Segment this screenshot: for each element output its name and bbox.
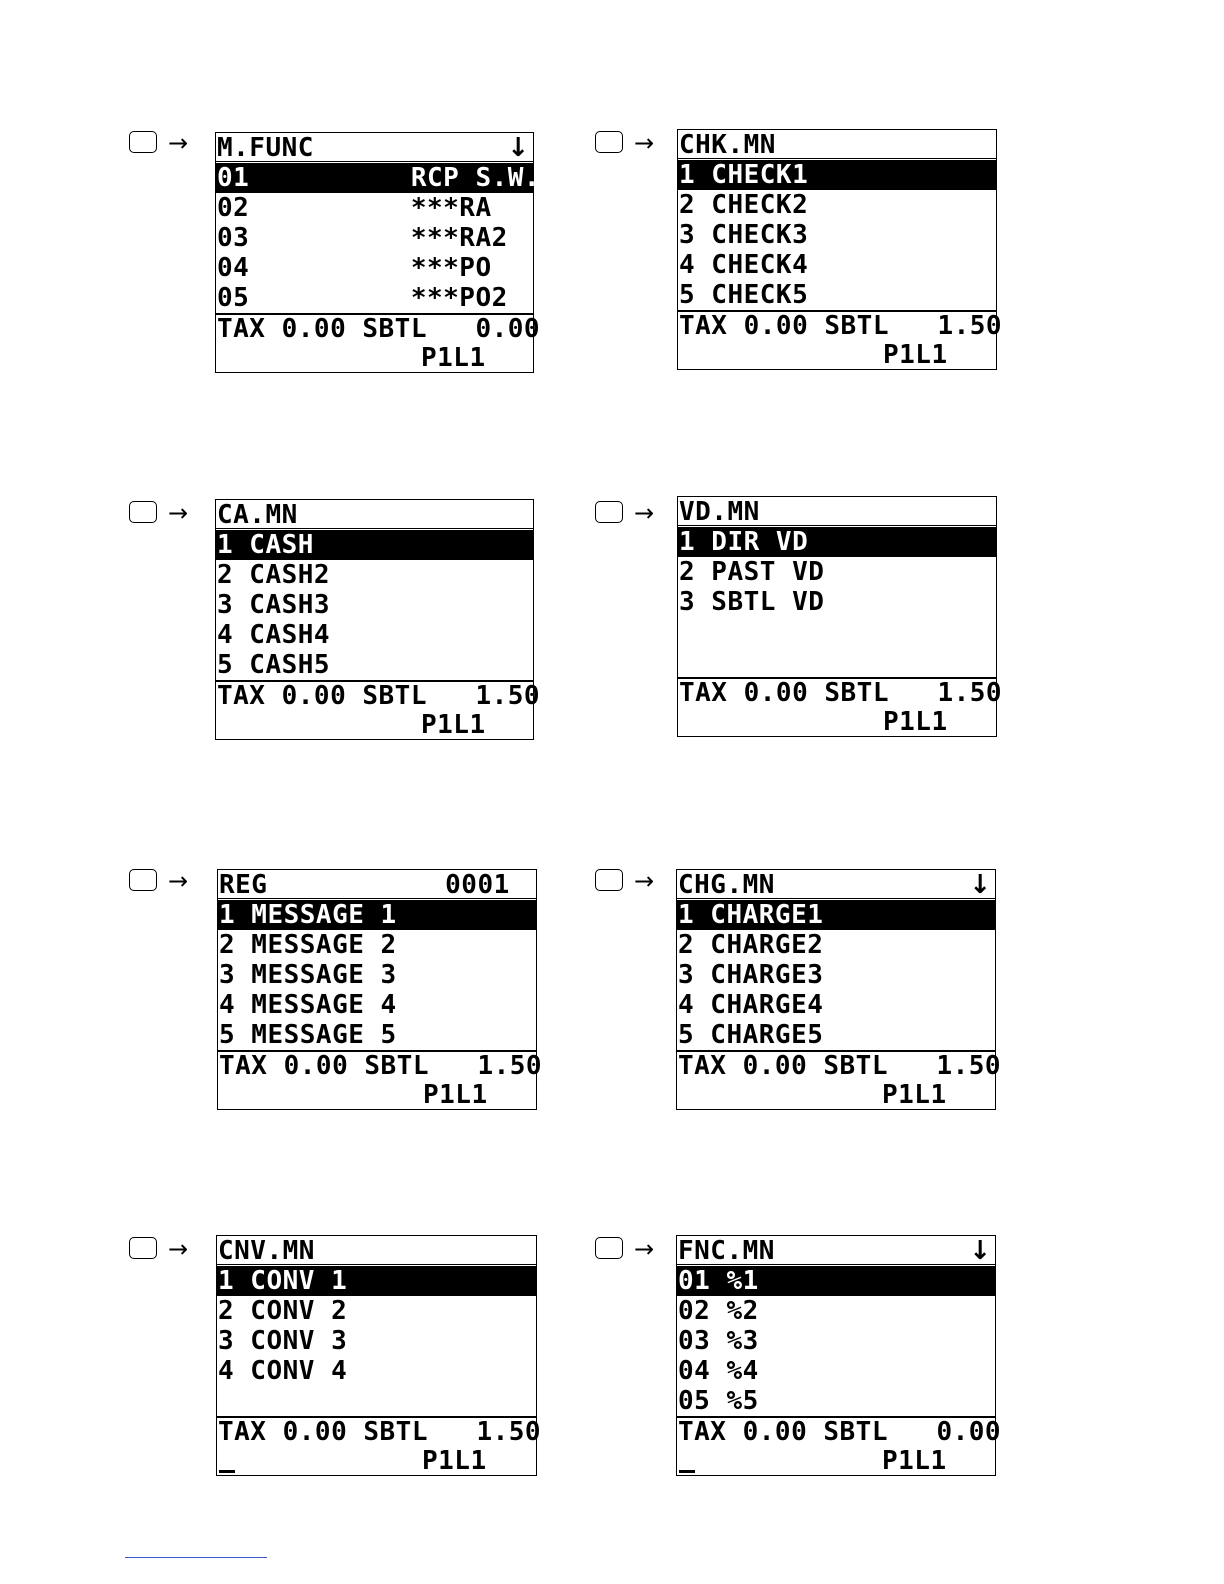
menu-item[interactable]: 3 CHARGE3 [678, 960, 824, 990]
key-box [595, 869, 623, 891]
menu-item-selected[interactable]: 1 CHECK1 [678, 160, 996, 190]
right-arrow-icon: → [634, 867, 655, 895]
text-cursor [679, 1470, 695, 1473]
menu-item[interactable]: 3 CONV 3 [218, 1326, 348, 1356]
footer-totals: TAX 0.00 SBTL 1.50 [219, 1051, 543, 1081]
menu-item[interactable]: 4 CASH4 [217, 620, 331, 650]
screen-title: VD.MN [679, 497, 760, 527]
menu-item[interactable]: 2 CONV 2 [218, 1296, 348, 1326]
footer-position: P1L1 [882, 1080, 947, 1110]
screen-title: CHK.MN [679, 130, 776, 160]
right-arrow-icon: → [168, 1235, 189, 1263]
footer-totals: TAX 0.00 SBTL 1.50 [217, 681, 541, 711]
right-arrow-icon: → [634, 129, 655, 157]
screen-title-row [677, 870, 995, 899]
right-arrow-icon: → [634, 499, 655, 527]
footer-position: P1L1 [883, 707, 948, 737]
key-box [129, 131, 157, 153]
footer-totals: TAX 0.00 SBTL 1.50 [678, 1051, 1002, 1081]
menu-item[interactable]: 04 ***PO [217, 253, 492, 283]
text-cursor [219, 1470, 235, 1473]
menu-item-selected[interactable]: 01 RCP S.W. [217, 163, 541, 193]
screen-title: CNV.MN [218, 1236, 315, 1266]
footer-position: P1L1 [422, 1446, 487, 1476]
menu-item-selected[interactable]: 1 DIR VD [678, 527, 996, 557]
screen-title: REG 0001 [219, 870, 510, 900]
display-screen-vd [677, 496, 1003, 737]
right-arrow-icon: → [168, 867, 189, 895]
footer-position: P1L1 [421, 710, 486, 740]
key-box [129, 869, 157, 891]
display-screen-ca [215, 499, 541, 740]
key-box [595, 501, 623, 523]
menu-item[interactable]: 2 CASH2 [217, 560, 331, 590]
menu-item[interactable]: 2 CHARGE2 [678, 930, 824, 960]
footer-totals: TAX 0.00 SBTL 1.50 [679, 678, 1003, 708]
menu-item[interactable]: 02 %2 [678, 1296, 759, 1326]
display-screen-cnv [216, 1235, 542, 1476]
footer-position: P1L1 [423, 1080, 488, 1110]
menu-item[interactable]: 2 MESSAGE 2 [219, 930, 397, 960]
display-screen-fnc [676, 1235, 1002, 1476]
right-arrow-icon: → [168, 129, 189, 157]
screen-title-row [218, 870, 536, 899]
screen-title: FNC.MN [678, 1236, 775, 1266]
screen-title-row [678, 130, 996, 159]
menu-item[interactable]: 05 %5 [678, 1386, 759, 1416]
display-screen-mfunc [215, 132, 541, 373]
display-screen-chk [677, 129, 1003, 370]
key-box [129, 1237, 157, 1259]
menu-item[interactable]: 5 MESSAGE 5 [219, 1020, 397, 1050]
screen-title-row [217, 1236, 536, 1265]
menu-item[interactable]: 4 CONV 4 [218, 1356, 348, 1386]
right-arrow-icon: → [634, 1235, 655, 1263]
footer-position: P1L1 [883, 340, 948, 370]
scroll-down-icon: ↓ [969, 870, 991, 900]
screen-title: CA.MN [217, 500, 298, 530]
footer-totals: TAX 0.00 SBTL 1.50 [679, 311, 1003, 341]
menu-item[interactable]: 5 CHECK5 [679, 280, 809, 310]
right-arrow-icon: → [168, 499, 189, 527]
screen-title-row [678, 497, 996, 526]
screen-title-row [677, 1236, 995, 1265]
scroll-down-icon: ↓ [969, 1236, 991, 1266]
menu-item-selected[interactable]: 1 CASH [216, 530, 533, 560]
footer-totals: TAX 0.00 SBTL 1.50 [218, 1417, 542, 1447]
menu-item[interactable]: 3 CHECK3 [679, 220, 809, 250]
menu-item[interactable]: 2 PAST VD [679, 557, 825, 587]
screen-title: CHG.MN [678, 870, 775, 900]
menu-item[interactable]: 2 CHECK2 [679, 190, 809, 220]
footer-position: P1L1 [421, 343, 486, 373]
menu-item[interactable]: 3 CASH3 [217, 590, 331, 620]
footer-totals: TAX 0.00 SBTL 0.00 [678, 1417, 1002, 1447]
menu-item[interactable]: 03 %3 [678, 1326, 759, 1356]
footer-totals: TAX 0.00 SBTL 0.00 [217, 314, 541, 344]
menu-item-selected[interactable]: 01 %1 [677, 1266, 995, 1296]
screen-title: M.FUNC [217, 133, 314, 163]
menu-item[interactable]: 4 CHECK4 [679, 250, 809, 280]
screen-title-row [216, 500, 533, 529]
menu-item[interactable]: 4 CHARGE4 [678, 990, 824, 1020]
menu-item-selected[interactable]: 1 CHARGE1 [677, 900, 995, 930]
display-screen-chg [676, 869, 1002, 1110]
footer-position: P1L1 [882, 1446, 947, 1476]
scroll-down-icon: ↓ [507, 133, 529, 163]
menu-item[interactable]: 04 %4 [678, 1356, 759, 1386]
menu-item[interactable]: 03 ***RA2 [217, 223, 508, 253]
display-screen-reg [217, 869, 543, 1110]
key-box [595, 1237, 623, 1259]
screen-title-row [216, 133, 533, 162]
menu-item[interactable]: 5 CASH5 [217, 650, 331, 680]
menu-item[interactable]: 4 MESSAGE 4 [219, 990, 397, 1020]
menu-item[interactable]: 3 MESSAGE 3 [219, 960, 397, 990]
key-box [595, 131, 623, 153]
key-box [129, 501, 157, 523]
menu-item-selected[interactable]: 1 MESSAGE 1 [218, 900, 536, 930]
menu-item[interactable]: 05 ***PO2 [217, 283, 508, 313]
menu-item[interactable]: 5 CHARGE5 [678, 1020, 824, 1050]
menu-item[interactable]: 02 ***RA [217, 193, 492, 223]
footnote-rule [125, 1557, 267, 1558]
menu-item[interactable]: 3 SBTL VD [679, 587, 825, 617]
menu-item-selected[interactable]: 1 CONV 1 [217, 1266, 536, 1296]
